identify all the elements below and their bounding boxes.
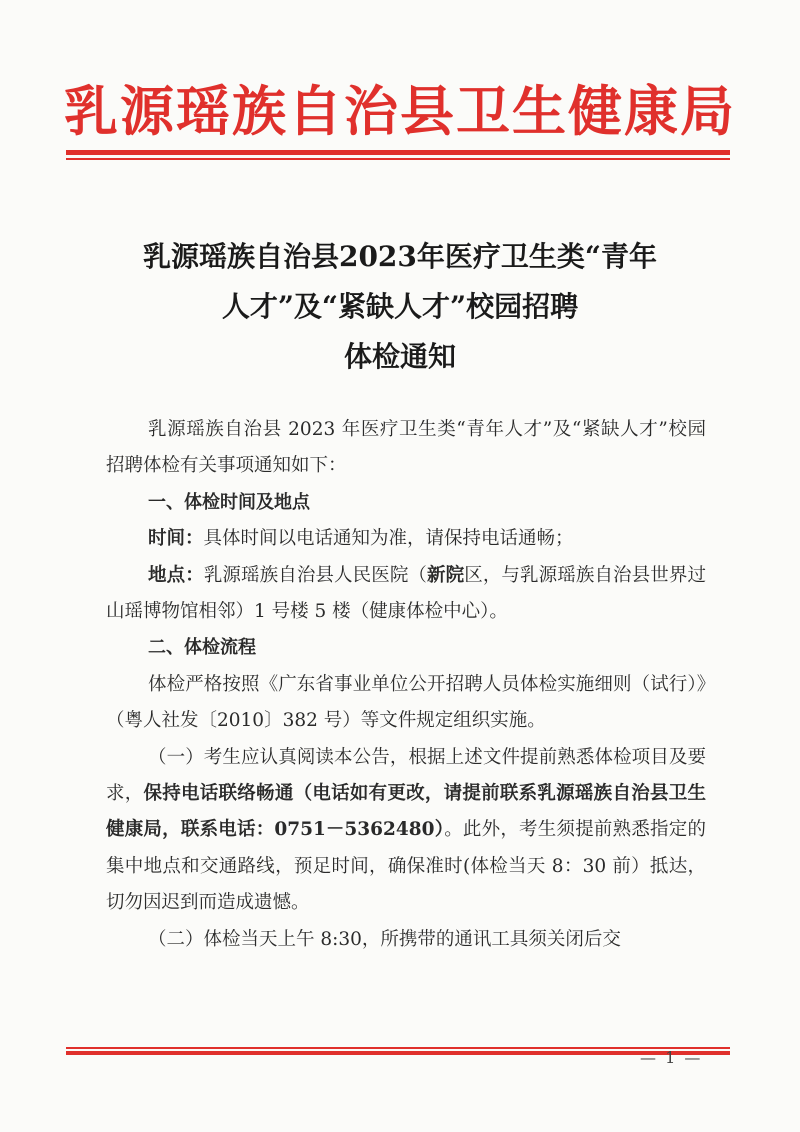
- item-1-text-a: （一）考生应认真阅读本公告，根据上述文件提前熟悉体检项目及要求，: [106, 746, 706, 805]
- footer-rule-thick: [66, 1051, 730, 1055]
- time-text: 具体时间以电话通知为准，请保持电话通畅；: [203, 528, 574, 550]
- item-1-paragraph: [106, 740, 706, 922]
- letterhead-title: 乳源瑶族自治县卫生健康局: [64, 79, 736, 143]
- section-1-heading: 一、体检时间及地点: [148, 491, 310, 513]
- section-2-heading: 二、体检流程: [148, 637, 256, 659]
- footer-rule-thin: [66, 1047, 730, 1049]
- title-line-3: 体检通知: [343, 340, 456, 373]
- procedure-paragraph: 体检严格按照《广东省事业单位公开招聘人员体检实施细则（试行）》（粤人社发〔2010〕382 号）等文件规定组织实施。: [106, 673, 706, 732]
- title-line-2: 人才”及“紧缺人才”校园招聘: [221, 290, 579, 323]
- item-2-paragraph: （二）体检当天上午 8:30，所携带的通讯工具须关闭后交: [148, 928, 621, 950]
- time-paragraph: [106, 521, 706, 557]
- place-label: 地点：: [148, 564, 204, 586]
- place-text-b: 区，与乳源瑶族自治县世界过山瑶博物馆相邻）1 号楼 5 楼（健康体检中心）。: [106, 564, 706, 623]
- document-body: [106, 412, 706, 958]
- place-paragraph: [106, 558, 706, 631]
- place-text-bold: 新院: [427, 564, 465, 586]
- place-text-a: 乳源瑶族自治县人民医院（: [203, 564, 428, 586]
- item-1-text-bold: 保持电话联络畅通（电话如有更改，请提前联系乳源瑶族自治县卫生健康局，联系电话：0751－5362480）: [106, 783, 706, 841]
- page-number: — 1 —: [640, 1048, 703, 1067]
- document-title: [0, 232, 800, 382]
- intro-paragraph: 乳源瑶族自治县 2023 年医疗卫生类“青年人才”及“紧缺人才”校园招聘体检有关事项通知如下：: [106, 419, 706, 477]
- title-line-1: 乳源瑶族自治县2023年医疗卫生类“青年: [142, 240, 658, 273]
- header-rule-thin: [66, 158, 730, 160]
- item-1-text-b: 。此外，考生须提前熟悉指定的集中地点和交通路线，预足时间，确保准时(体检当天 8：30 前）抵达，切勿因迟到而造成遗憾。: [106, 819, 706, 914]
- header-rule-thick: [66, 150, 730, 155]
- time-label: 时间：: [148, 528, 204, 550]
